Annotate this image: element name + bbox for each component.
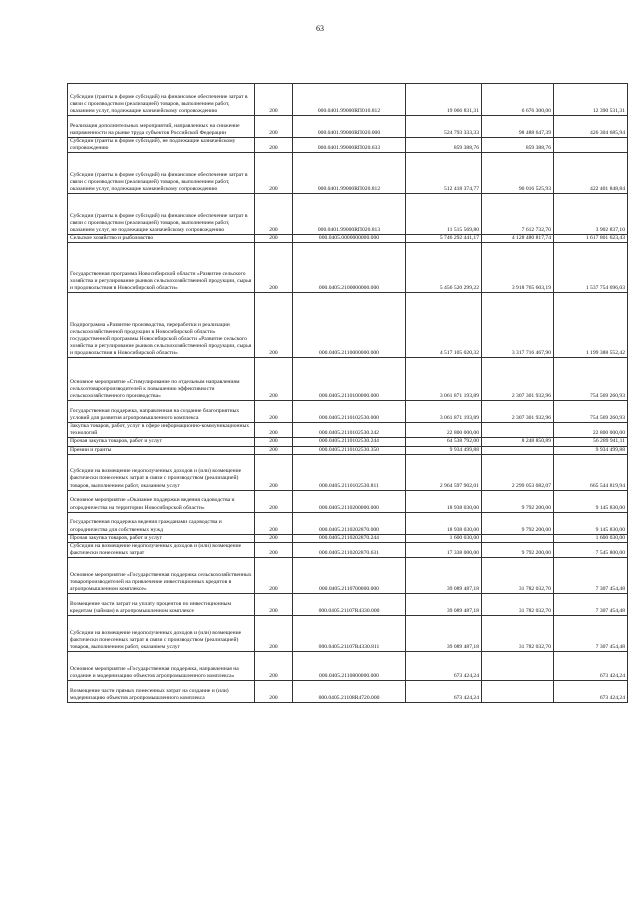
row-kbk-cell: 000.0405.2110202870.244	[293, 534, 406, 542]
row-value2-cell: 2 307 301 932,96	[482, 358, 554, 401]
row-value3-cell: 3 902 837,10	[554, 194, 628, 235]
row-name-cell: Субсидии на возмещение недополученных доходов и (или) возмещение фактически понесенных затрат в связи с производством (реализацией) товаров, выполнением работ, оказанием услуг	[68, 615, 255, 651]
row-value1-cell: 4 517 105 020,32	[406, 293, 482, 358]
row-value1-cell: 64 538 792,00	[406, 438, 482, 446]
table-row	[68, 153, 628, 194]
row-kbk-cell: 000.0405.2110200000.000	[293, 490, 406, 512]
row-value3-cell: 56 289 941,11	[554, 438, 628, 446]
table-row	[68, 454, 628, 490]
row-value1-cell: 3 061 871 193,89	[406, 401, 482, 423]
row-kbk-cell: 000.0401.99000RП010.812	[293, 84, 406, 116]
row-value3-cell	[554, 138, 628, 153]
row-value3-cell: 754 569 260,93	[554, 358, 628, 401]
row-name-cell: Субсидии (гранты в форме субсидий), не подлежащие казначейскому сопровождению	[68, 138, 255, 153]
row-value2-cell: 7 612 732,70	[482, 194, 554, 235]
row-name-cell: Прочая закупка товаров, работ и услуг	[68, 534, 255, 542]
row-value2-cell: 3 918 765 603,19	[482, 243, 554, 293]
row-kbk-cell: 000.0401.99000RП020.812	[293, 153, 406, 194]
row-kbk-cell: 000.0405.2110102530.242	[293, 423, 406, 438]
row-value3-cell: 422 401 848,84	[554, 153, 628, 194]
row-value1-cell: 19 066 831,31	[406, 84, 482, 116]
row-vr-cell: 200	[255, 438, 293, 446]
row-value3-cell: 22 800 000,00	[554, 423, 628, 438]
table-row	[68, 534, 628, 542]
table-row	[68, 615, 628, 651]
row-vr-cell: 200	[255, 512, 293, 534]
row-vr-cell: 200	[255, 423, 293, 438]
page-number: 63	[316, 24, 324, 33]
row-value2-cell: 6 676 300,00	[482, 84, 554, 116]
row-value3-cell: 7 307 454,48	[554, 615, 628, 651]
row-value1-cell: 5 456 520 299,22	[406, 243, 482, 293]
row-kbk-cell: 000.0405.21107R4330.811	[293, 615, 406, 651]
row-value3-cell: 426 304 685,94	[554, 116, 628, 138]
row-value2-cell	[482, 423, 554, 438]
table-row	[68, 243, 628, 293]
row-value1-cell: 2 964 597 902,01	[406, 454, 482, 490]
row-value2-cell: 8 248 850,89	[482, 438, 554, 446]
row-value3-cell: 673 424,24	[554, 651, 628, 680]
row-value2-cell: 859 388,76	[482, 138, 554, 153]
row-value2-cell: 2 299 053 082,07	[482, 454, 554, 490]
row-vr-cell: 200	[255, 138, 293, 153]
row-value1-cell: 673 424,24	[406, 680, 482, 702]
row-name-cell: Основное мероприятие «Государственная поддержка сельскохозяйственных товаропроизводителей на привлечение инвестиционных кредитов в агропромышленном комплексе»	[68, 557, 255, 593]
row-name-cell: Возмещение части затрат на уплату процентов по инвестиционным кредитам (займам) в агропромышленном комплексе	[68, 593, 255, 615]
row-value3-cell: 1 537 754 696,03	[554, 243, 628, 293]
table-row	[68, 293, 628, 358]
row-vr-cell: 200	[255, 615, 293, 651]
row-value1-cell: 18 938 030,00	[406, 490, 482, 512]
row-value3-cell: 7 545 800,00	[554, 542, 628, 557]
row-value1-cell: 22 800 000,00	[406, 423, 482, 438]
row-name-cell: Основное мероприятие «Государственная поддержка, направленная на создание и модернизацию объектов агропромышленного комплекса»	[68, 651, 255, 680]
row-value2-cell	[482, 446, 554, 454]
row-kbk-cell: 000.0405.21107R4330.000	[293, 593, 406, 615]
table-row	[68, 116, 628, 138]
row-vr-cell: 200	[255, 593, 293, 615]
row-vr-cell: 200	[255, 116, 293, 138]
row-value2-cell: 98 488 647,39	[482, 116, 554, 138]
table-row	[68, 423, 628, 438]
row-vr-cell: 200	[255, 446, 293, 454]
row-vr-cell: 200	[255, 84, 293, 116]
row-value2-cell	[482, 534, 554, 542]
row-value2-cell: 9 792 200,00	[482, 490, 554, 512]
row-value3-cell: 1 199 388 552,42	[554, 293, 628, 358]
row-value3-cell: 665 544 819,94	[554, 454, 628, 490]
budget-table	[67, 83, 628, 703]
table-row	[68, 512, 628, 534]
row-value3-cell: 754 569 260,93	[554, 401, 628, 423]
row-vr-cell: 200	[255, 651, 293, 680]
row-value1-cell: 39 089 487,18	[406, 593, 482, 615]
row-name-cell: Основное мероприятие «Оказание поддержки ведения садоводства и огородничества на территории Новосибирской области»	[68, 490, 255, 512]
row-value1-cell: 39 089 487,18	[406, 557, 482, 593]
row-value3-cell: 12 390 531,31	[554, 84, 628, 116]
row-vr-cell: 200	[255, 534, 293, 542]
row-value3-cell: 9 145 830,00	[554, 512, 628, 534]
row-value1-cell: 3 061 871 193,89	[406, 358, 482, 401]
row-value1-cell: 524 793 333,33	[406, 116, 482, 138]
row-vr-cell: 200	[255, 542, 293, 557]
table-row	[68, 138, 628, 153]
row-vr-cell: 200	[255, 243, 293, 293]
row-value1-cell: 9 934 499,88	[406, 446, 482, 454]
table-row	[68, 651, 628, 680]
row-kbk-cell: 000.0401.99000RП020.813	[293, 194, 406, 235]
row-value2-cell: 9 792 200,00	[482, 542, 554, 557]
row-name-cell: Субсидии (гранты в форме субсидий) на финансовое обеспечение затрат в связи с производством (реализацией) товаров, выполнением работ, оказанием услуг, подлежащие казначейскому сопровождению	[68, 84, 255, 116]
row-value2-cell: 4 128 480 817,74	[482, 235, 554, 243]
row-name-cell: Государственная поддержка ведения гражданами садоводства и огородничества для собственных нужд	[68, 512, 255, 534]
row-vr-cell: 200	[255, 454, 293, 490]
row-kbk-cell: 000.0405.0000000000.000	[293, 235, 406, 243]
row-kbk-cell: 000.0405.2110202870.000	[293, 512, 406, 534]
row-kbk-cell: 000.0405.2110800000.000	[293, 651, 406, 680]
table-row	[68, 235, 628, 243]
row-value2-cell: 31 782 032,70	[482, 557, 554, 593]
table-row	[68, 446, 628, 454]
table-row	[68, 557, 628, 593]
row-kbk-cell: 000.0405.2110102530.000	[293, 401, 406, 423]
table-row	[68, 438, 628, 446]
row-value2-cell	[482, 680, 554, 702]
table-row	[68, 194, 628, 235]
row-kbk-cell: 000.0405.2100000000.000	[293, 243, 406, 293]
row-vr-cell: 200	[255, 194, 293, 235]
row-vr-cell: 200	[255, 557, 293, 593]
row-value1-cell: 18 938 030,00	[406, 512, 482, 534]
row-vr-cell: 200	[255, 235, 293, 243]
row-kbk-cell: 000.0405.2110102530.811	[293, 454, 406, 490]
row-value1-cell: 17 338 000,00	[406, 542, 482, 557]
row-value2-cell	[482, 651, 554, 680]
row-kbk-cell: 000.0405.2110102530.350	[293, 446, 406, 454]
row-kbk-cell: 000.0405.2110000000.000	[293, 293, 406, 358]
row-value1-cell: 11 515 569,80	[406, 194, 482, 235]
row-name-cell: Возмещение части прямых понесенных затрат на создание и (или) модернизацию объектов агропромышленного комплекса	[68, 680, 255, 702]
row-kbk-cell: 000.0405.2110202870.631	[293, 542, 406, 557]
row-value3-cell: 673 424,24	[554, 680, 628, 702]
row-value1-cell: 859 388,76	[406, 138, 482, 153]
row-name-cell: Реализация дополнительных мероприятий, направленных на снижение напряженности на рынке труда субъектов Российской Федерации	[68, 116, 255, 138]
row-name-cell: Субсидии (гранты в форме субсидий) на финансовое обеспечение затрат в связи с производством (реализацией) товаров, выполнением работ, оказанием услуг, подлежащие казначейскому сопровождению	[68, 153, 255, 194]
row-vr-cell: 200	[255, 293, 293, 358]
row-vr-cell: 200	[255, 401, 293, 423]
row-name-cell: Субсидии (гранты в форме субсидий) на финансовое обеспечение затрат в связи с производством (реализацией) товаров, выполнением работ, оказанием услуг, не подлежащие казначейскому сопровождению	[68, 194, 255, 235]
row-value2-cell: 3 317 716 467,90	[482, 293, 554, 358]
row-value2-cell: 90 016 525,93	[482, 153, 554, 194]
row-value3-cell: 1 617 801 623,43	[554, 235, 628, 243]
table-row	[68, 358, 628, 401]
row-name-cell: Государственная поддержка, направленная на создание благоприятных условий для развития агропромышленного комплекса	[68, 401, 255, 423]
row-kbk-cell: 000.0405.2110700000.000	[293, 557, 406, 593]
table-row	[68, 680, 628, 702]
row-value3-cell: 1 600 030,00	[554, 534, 628, 542]
row-name-cell: Субсидии на возмещение недополученных доходов и (или) возмещение фактически понесенных затрат в связи с производством (реализацией) товаров, выполнением работ, оказанием услуг	[68, 454, 255, 490]
row-name-cell: Сельское хозяйство и рыболовство	[68, 235, 255, 243]
row-name-cell: Подпрограмма «Развитие производства, переработки и реализации сельскохозяйственной продукции в Новосибирской области» государственной программы Новосибирской области «Развитие сельского хозяйства и регулирование рынков сельскохозяйственной продукции, сырья и продовольствия в Новосибирской области»	[68, 293, 255, 358]
row-name-cell: Прочая закупка товаров, работ и услуг	[68, 438, 255, 446]
row-value1-cell: 673 424,24	[406, 651, 482, 680]
row-value3-cell: 9 145 830,00	[554, 490, 628, 512]
row-value3-cell: 7 307 454,48	[554, 557, 628, 593]
row-value2-cell: 31 782 032,70	[482, 593, 554, 615]
row-vr-cell: 200	[255, 358, 293, 401]
row-name-cell: Государственная программа Новосибирской области «Развитие сельского хозяйства и регулирование рынков сельскохозяйственной продукции, сырья и продовольствия в Новосибирской области»	[68, 243, 255, 293]
row-name-cell: Премии и гранты	[68, 446, 255, 454]
row-value3-cell: 7 307 454,48	[554, 593, 628, 615]
row-kbk-cell: 000.0405.2110102530.244	[293, 438, 406, 446]
row-value3-cell: 9 934 499,88	[554, 446, 628, 454]
row-value1-cell: 1 600 030,00	[406, 534, 482, 542]
table-row	[68, 84, 628, 116]
row-vr-cell: 200	[255, 680, 293, 702]
row-value2-cell: 9 792 200,00	[482, 512, 554, 534]
row-kbk-cell: 000.0405.21108R4720.000	[293, 680, 406, 702]
table-row	[68, 490, 628, 512]
row-kbk-cell: 000.0401.99000RП020.000	[293, 116, 406, 138]
row-vr-cell: 200	[255, 153, 293, 194]
row-value2-cell: 31 782 032,70	[482, 615, 554, 651]
row-kbk-cell: 000.0405.2110100000.000	[293, 358, 406, 401]
row-name-cell: Субсидии на возмещение недополученных доходов и (или) возмещение фактически понесенных затрат	[68, 542, 255, 557]
row-value1-cell: 5 746 292 441,17	[406, 235, 482, 243]
row-value2-cell: 2 307 301 932,96	[482, 401, 554, 423]
table-row	[68, 593, 628, 615]
row-name-cell: Закупка товаров, работ, услуг в сфере информационно-коммуникационных технологий	[68, 423, 255, 438]
table-row	[68, 401, 628, 423]
row-kbk-cell: 000.0401.99000RП020.633	[293, 138, 406, 153]
row-value1-cell: 39 089 487,18	[406, 615, 482, 651]
row-value1-cell: 512 418 374,77	[406, 153, 482, 194]
budget-table-body	[68, 84, 628, 703]
row-name-cell: Основное мероприятие «Стимулирование по отдельным направлениям сельхозтоваропроизводителей к повышению эффективности сельскохозяйственного производства»	[68, 358, 255, 401]
row-vr-cell: 200	[255, 490, 293, 512]
table-row	[68, 542, 628, 557]
